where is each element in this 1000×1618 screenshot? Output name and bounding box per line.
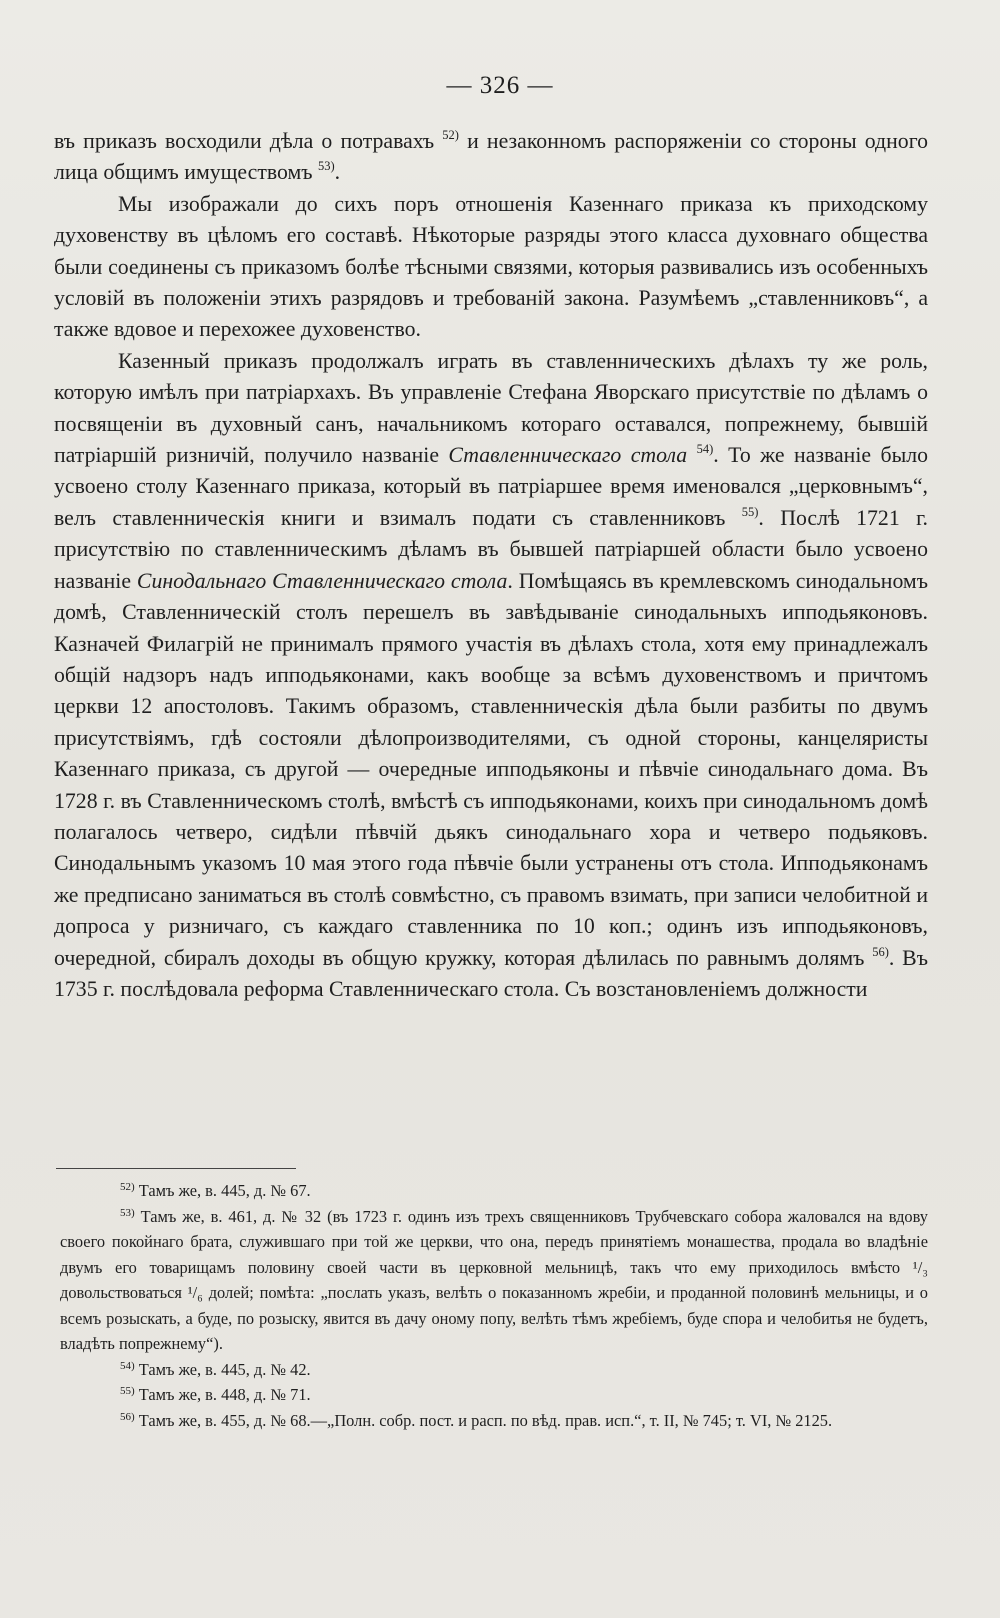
text-run	[687, 443, 696, 467]
body-text	[54, 126, 928, 1005]
text-run: .	[334, 160, 341, 185]
paragraph	[54, 346, 928, 1006]
footnote	[60, 1382, 928, 1408]
footnote-number: 53)	[120, 1206, 135, 1219]
text-run: . Въ 1735 г. послѣдовала реформа Ставленническаго стола. Съ возстановленіемъ должности	[54, 945, 928, 1001]
text-run: . То же названіе было усвоено столу Казеннаго приказа, который въ патріаршее время именовался „церковнымъ“, велъ ставленническія книги и взималъ подати съ ставленниковъ	[54, 443, 928, 530]
footnote-text: Тамъ же, в. 445, д. № 67.	[138, 1181, 311, 1200]
footnote	[60, 1357, 928, 1383]
footnote-number: 54)	[120, 1359, 135, 1372]
text-run: и незаконномъ распоряженіи со стороны одного лица общимъ имуществомъ	[54, 129, 928, 185]
footnote-text: Тамъ же, в. 445, д. № 42.	[138, 1359, 311, 1379]
footnote-reference: 52)	[442, 128, 459, 142]
footnote	[60, 1408, 928, 1434]
text-run: Мы изображали до сихъ поръ отношенія Казеннаго приказа къ приходскому духовенству въ цѣломъ его составѣ. Нѣкоторые разряды этого класса духовнаго общества были соединены съ приказомъ болѣе тѣсными связями, которыя развивались изъ особенныхъ условій въ положеніи этихъ разрядовъ и требованій закона. Разумѣемъ „ставленниковъ“, а также вдовое и перехожее духовенство.	[54, 191, 928, 342]
italic-title: Синодальнаго Ставленническаго стола	[136, 568, 508, 593]
footnote-text: Тамъ же, в. 455, д. № 68.—„Полн. собр. пост. и расп. по вѣд. прав. исп.“, т. II, № 745; т. VI, № 2125.	[138, 1410, 833, 1430]
footnote-reference: 55)	[741, 504, 759, 519]
footnote-separator	[56, 1168, 296, 1169]
footnote-number: 55)	[120, 1385, 135, 1397]
footnotes	[60, 1178, 928, 1433]
text-run: Казенный приказъ продолжалъ играть въ ставленническихъ дѣлахъ ту же роль, которую имѣлъ при патріархахъ. Въ управленіе Стефана Яворскаго присутствіе по дѣламъ о посвященіи въ духовный санъ, начальникомъ котораго оставался, попрежнему, бывшій патріаршій ризничій, получило названіе	[54, 348, 928, 468]
footnote-number: 56)	[120, 1410, 135, 1423]
text-run: . Послѣ 1721 г. присутствію по ставленническимъ дѣламъ въ бывшей патріаршей области было усвоено названіе	[54, 505, 929, 593]
text-run: . Помѣщаясь въ кремлевскомъ синодальномъ домѣ, Ставленническій столъ перешелъ въ завѣдываніе синодальныхъ ипподьяконовъ. Казначей Филагрій не принималъ прямого участія въ дѣлахъ стола, хотя ему принадлежалъ общій надзоръ надъ ипподьяконами, какъ вообще за всѣмъ духовенствомъ и причтомъ церкви 12 апостоловъ. Такимъ образомъ, ставленническія дѣла были разбиты по двумъ присутствіямъ, гдѣ состояли дѣлопроизводителями, съ одной стороны, канцеляристы Казеннаго приказа, съ другой — очередные ипподьяконы и пѣвчіе синодальнаго дома. Въ 1728 г. въ Ставленническомъ столѣ, вмѣстѣ съ ипподьяконами, коихъ при синодальномъ домѣ полагалось четверо, сидѣли пѣвчій дьякъ синодальнаго хора и четверо подьяковъ. Синодальнымъ указомъ 10 мая этого года пѣвчіе были устранены отъ стола. Ипподьяконамъ же предписано заниматься въ столѣ совмѣстно, съ правомъ взимать, при записи челобитной и допроса у ризничаго, съ каждаго ставленника по 10 коп.; одинъ изъ ипподьяконовъ, очередной, сбиралъ доходы въ общую кружку, которая дѣлилась по равнымъ долямъ	[54, 568, 928, 970]
italic-title: Ставленническаго стола	[448, 443, 688, 468]
page-number: — 326 —	[446, 72, 554, 99]
footnote-text: Тамъ же, в. 461, д. № 32 (въ 1723 г. одинъ изъ трехъ священниковъ Трубчевскаго собора жаловался на вдову своего покойнаго брата, служившаго при той же церкви, что она, передъ принятіемъ монашества, продала во владѣніе двумъ его товарищамъ половину своей части въ церковной мельницѣ, такъ что ему приходилось вмѣсто ¹/₃ довольствоваться ¹/₆ долей; помѣта: „послать указъ, велѣть о показанномъ жребіи, и проданной половинѣ мельницы, и о всемъ розыскать, а буде, по розыску, явится въ дачу оному попу, велѣть тѣмъ жребіемъ, буде спора и челобитья не будетъ, владѣть попрежнему“).	[60, 1206, 928, 1353]
footnote-text: Тамъ же, в. 448, д. № 71.	[138, 1385, 311, 1404]
footnote	[60, 1204, 928, 1357]
paragraph	[54, 189, 928, 346]
paragraph	[54, 126, 928, 189]
footnote-reference: 56)	[872, 944, 889, 959]
footnote-reference: 54)	[696, 442, 714, 457]
footnote	[60, 1178, 928, 1204]
footnote-reference: 53)	[317, 159, 335, 174]
text-run: въ приказъ восходили дѣла о потравахъ	[54, 129, 443, 153]
footnote-number: 52)	[120, 1181, 135, 1193]
